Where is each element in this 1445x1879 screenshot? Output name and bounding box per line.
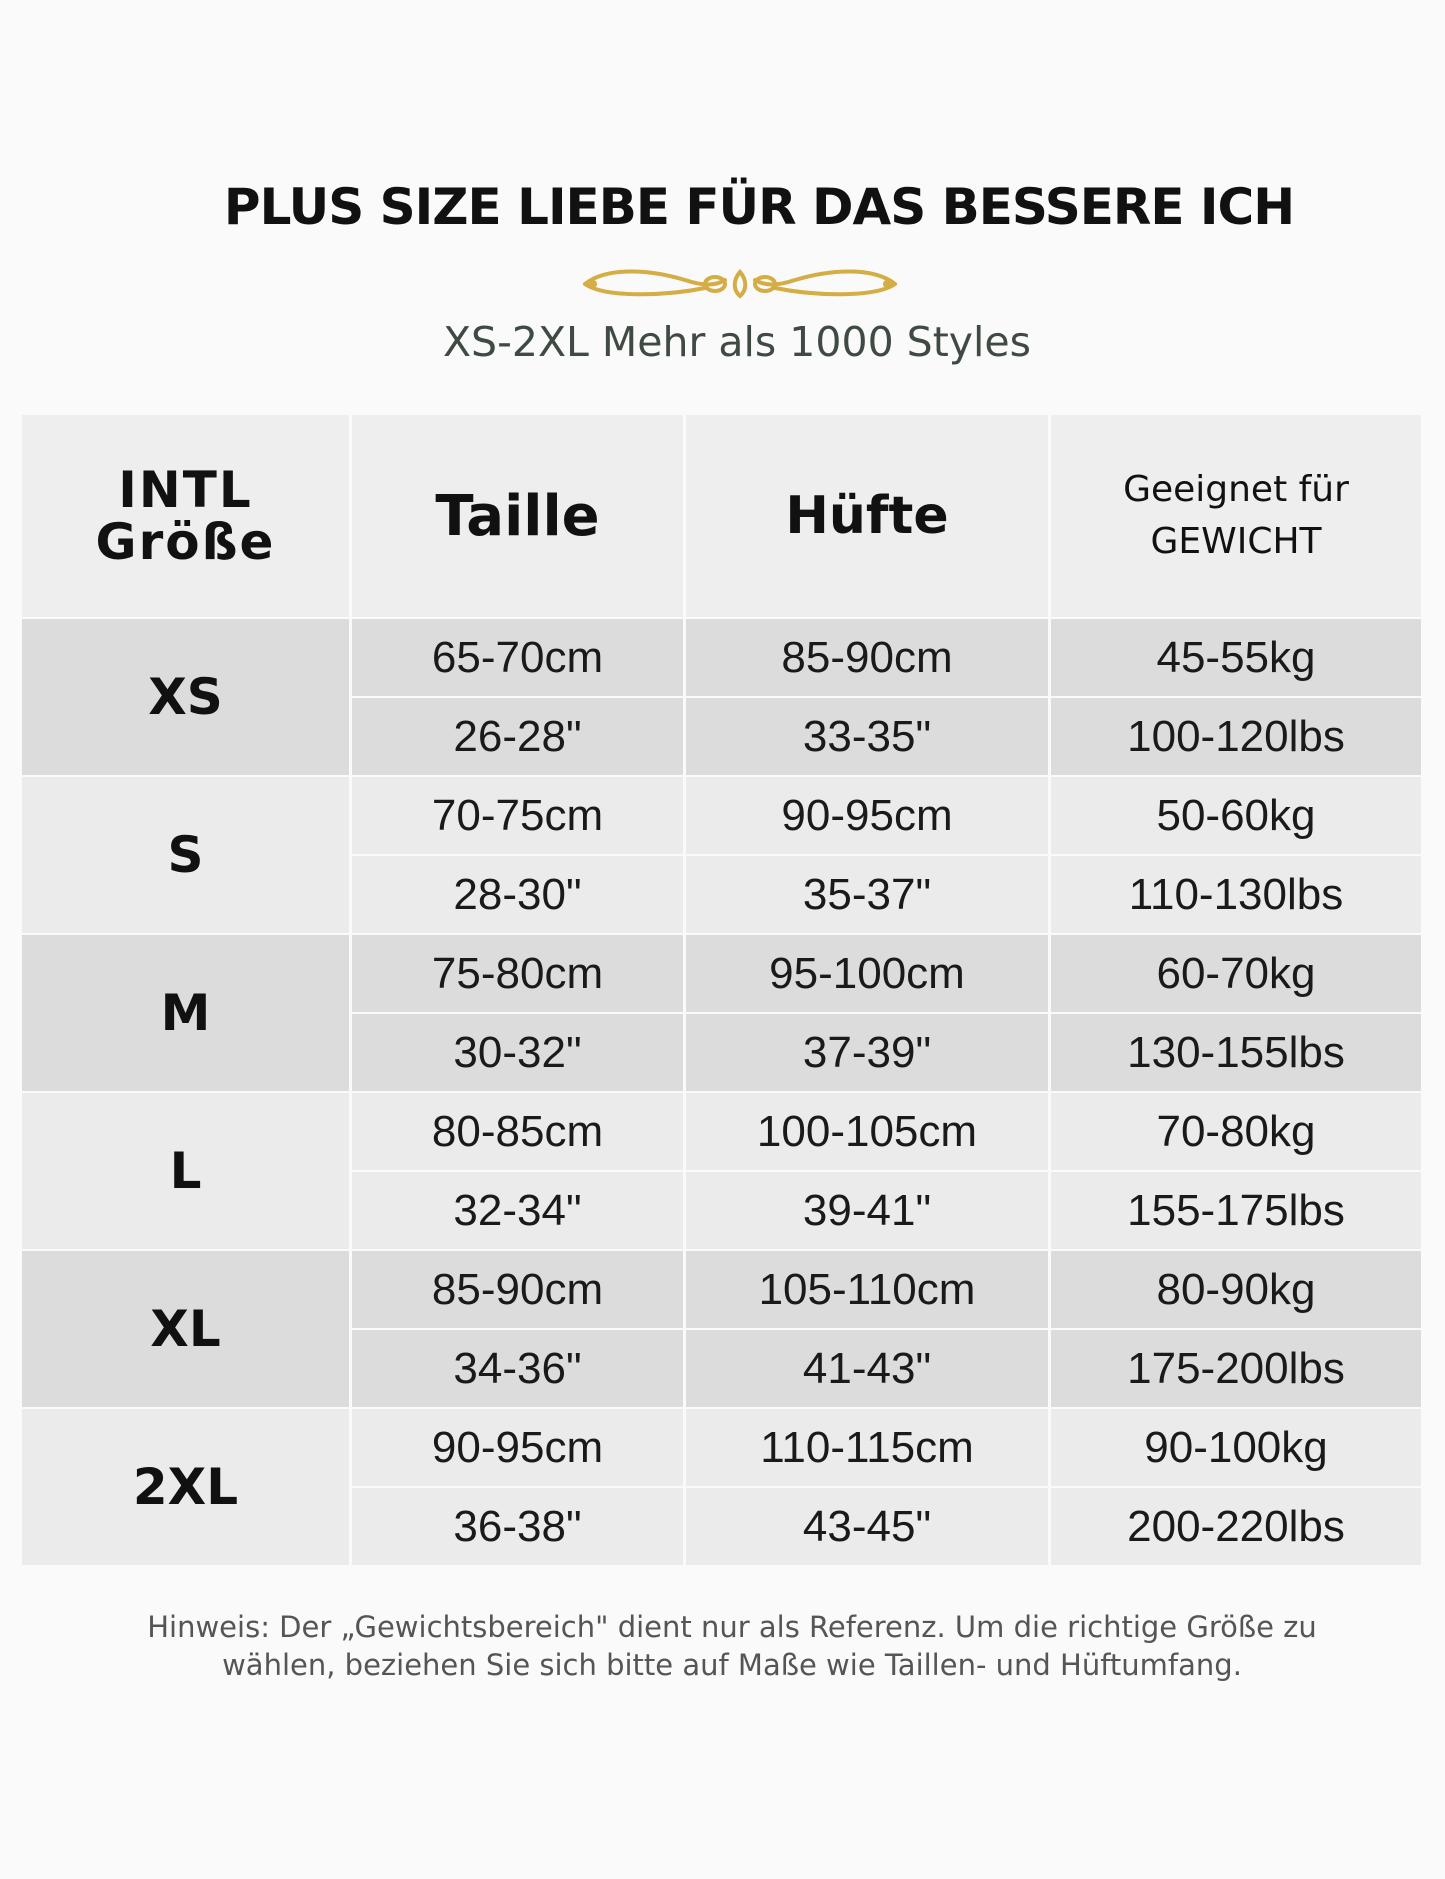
header-intl-line2: Größe [95, 513, 276, 571]
gewicht-value-kg: 50-60kg [1051, 777, 1421, 854]
gewicht-value-kg: 45-55kg [1051, 619, 1421, 696]
size-label: S [22, 777, 349, 933]
size-label: M [22, 935, 349, 1091]
gewicht-value-lbs: 130-155lbs [1051, 1014, 1421, 1091]
huefte-value-in: 33-35" [686, 698, 1048, 775]
gewicht-value-lbs: 100-120lbs [1051, 698, 1421, 775]
huefte-value-cm: 105-110cm [686, 1251, 1048, 1328]
footnote [0, 1608, 1445, 1684]
huefte-value-in: 41-43" [686, 1330, 1048, 1407]
huefte-value-in: 37-39" [686, 1014, 1048, 1091]
taille-value-cm: 85-90cm [352, 1251, 683, 1328]
gewicht-value-lbs: 175-200lbs [1051, 1330, 1421, 1407]
taille-value-cm: 90-95cm [352, 1409, 683, 1486]
header-huefte: Hüfte [686, 415, 1048, 617]
size-label: 2XL [22, 1409, 349, 1565]
size-table [22, 415, 1422, 1569]
header-taille: Taille [352, 415, 683, 617]
taille-value-in: 28-30" [352, 856, 683, 933]
huefte-value-in: 43-45" [686, 1488, 1048, 1565]
taille-value-cm: 80-85cm [352, 1093, 683, 1170]
huefte-value-cm: 110-115cm [686, 1409, 1048, 1486]
header-gewicht [1051, 415, 1421, 617]
footnote-line1: Hinweis: Der „Gewichtsbereich" dient nur als Referenz. Um die richtige Größe zu [147, 1610, 1317, 1644]
ornament-divider-icon [575, 262, 905, 304]
page-subtitle: XS-2XL Mehr als 1000 Styles [442, 318, 1032, 366]
taille-value-cm: 75-80cm [352, 935, 683, 1012]
size-label: L [22, 1093, 349, 1249]
huefte-value-in: 35-37" [686, 856, 1048, 933]
gewicht-value-kg: 90-100kg [1051, 1409, 1421, 1486]
header-gewicht-line2: GEWICHT [1150, 521, 1322, 562]
gewicht-value-kg: 60-70kg [1051, 935, 1421, 1012]
taille-value-in: 36-38" [352, 1488, 683, 1565]
huefte-value-in: 39-41" [686, 1172, 1048, 1249]
huefte-value-cm: 85-90cm [686, 619, 1048, 696]
header-intl-line1: INTL [118, 460, 253, 519]
huefte-value-cm: 100-105cm [686, 1093, 1048, 1170]
page-title: PLUS SIZE LIEBE FÜR DAS BESSERE ICH [223, 178, 1295, 236]
size-label: XS [22, 619, 349, 775]
taille-value-cm: 70-75cm [352, 777, 683, 854]
gewicht-value-lbs: 200-220lbs [1051, 1488, 1421, 1565]
gewicht-value-kg: 70-80kg [1051, 1093, 1421, 1170]
huefte-value-cm: 90-95cm [686, 777, 1048, 854]
size-label: XL [22, 1251, 349, 1407]
gewicht-value-kg: 80-90kg [1051, 1251, 1421, 1328]
taille-value-in: 26-28" [352, 698, 683, 775]
footnote-line2: wählen, beziehen Sie sich bitte auf Maße wie Taillen- und Hüftumfang. [222, 1648, 1242, 1682]
header-gewicht-line1: Geeignet für [1123, 468, 1349, 510]
header-intl-size [22, 415, 349, 617]
taille-value-in: 34-36" [352, 1330, 683, 1407]
taille-value-in: 32-34" [352, 1172, 683, 1249]
gewicht-value-lbs: 110-130lbs [1051, 856, 1421, 933]
huefte-value-cm: 95-100cm [686, 935, 1048, 1012]
taille-value-cm: 65-70cm [352, 619, 683, 696]
gewicht-value-lbs: 155-175lbs [1051, 1172, 1421, 1249]
taille-value-in: 30-32" [352, 1014, 683, 1091]
